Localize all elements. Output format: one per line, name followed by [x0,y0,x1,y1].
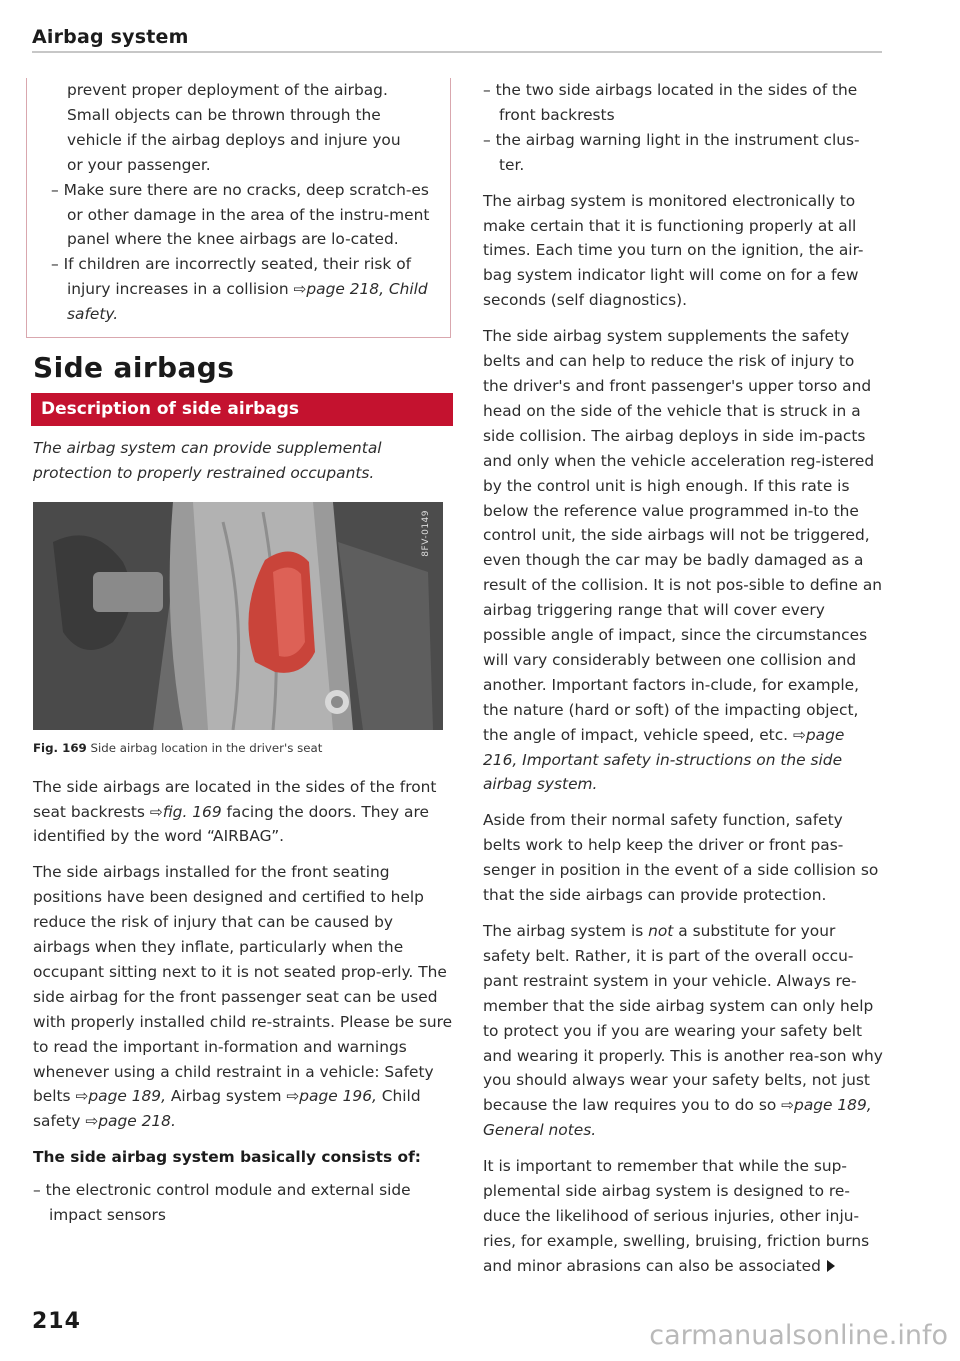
paragraph-not-substitute [483,919,883,1143]
paragraph-injuries [483,1154,883,1279]
figure-label: Fig. 169 [33,740,87,755]
page-header-title: Airbag system [32,26,189,48]
seat-illustration [33,502,443,730]
consists-item: – the airbag warning light in the instrument clus-ter. [483,130,860,174]
page-216-link[interactable]: ⇨page 216, Important safety in-structions on the side airbag system. [483,725,845,794]
text-span: The side airbag system supplements the safety belts and can help to reduce the risk of injury to the driver's and front passenger's upper torso and head on the side of the vehicle that is struck in a side collision. The airbag deploys in side im-pacts and only when the vehicle acceleration reg-istered by the control unit is high enough. If this rate is below the reference value programmed in-to the control unit, the side airbags will not be triggered, even though the car may be badly damaged as a result of the collision. It is not pos-sible to define an airbag triggering range that will cover every possible angle of impact, since the circumstances will vary considerably between one collision and another. Important factors in-clude, for example, the nature (hard or soft) of the impacting object, the angle of impact, vehicle speed, etc. [483,327,883,744]
box-line: vehicle if the airbag deploys and injure you [67,130,401,149]
figure-caption-text: Side airbag location in the driver's seat [86,740,323,755]
box-bullet-children [51,252,440,327]
subsection-title-bar: Description of side airbags [31,393,453,426]
text-span: a substitute for your safety belt. Rather, it is part of the overall occu-pant restraint system in your vehicle. Always re-member that the side airbag system can only help to protect you if you are wearing your safety belt and wearing it properly. This is another rea-son why you should always wear your safety belts, not just because the law requires you to do so [483,922,883,1115]
header-divider [32,51,882,53]
page-189-link[interactable]: ⇨page 189, [75,1087,166,1106]
continue-arrow-icon [827,1260,835,1272]
warning-box-continuation [26,78,451,338]
page-number: 214 [32,1309,81,1334]
emphasis-not: not [648,922,674,940]
consists-item: – the electronic control module and external side impact sensors [33,1181,411,1225]
paragraph-belts-position: Aside from their normal safety function, safety belts work to help keep the driver or front pas-senger in position in the event of a side collision so that the side airbags can provide protection. [483,811,879,905]
box-line: Small objects can be thrown through the [67,105,381,124]
text-span: facing the doors. They are identified by the word “AIRBAG”. [33,802,429,846]
side-airbag-figure [33,502,443,730]
page-196-link[interactable]: ⇨page 196, [286,1087,377,1106]
text-span: The side airbags are located in the sides of the front seat backrests [33,777,437,821]
child-safety-link[interactable]: ⇨page 218, Child safety. [67,280,428,324]
text-span: Airbag system [165,1087,287,1106]
fig-169-link[interactable]: ⇨fig. 169 [149,802,222,821]
text-span: The side airbags installed for the front seating positions have been designed and certified to help reduce the risk of injury that can be caused by airbags when they inflate, particularly when the occupant sitting next to it is not seated prop-erly. The side airbag for the front passenger seat can be used with properly installed child re-straints. Please be sure to read the important in-formation and warnings whenever using a child restraint in a vehicle: Safety belts [33,863,453,1106]
text-span: It is important to remember that while the sup-plemental side airbag system is designed to re-duce the likelihood of serious injuries, other inju-ries, for example, swelling, bruising, friction burns and minor abrasions can also be associated [483,1157,870,1275]
paragraph-monitoring: The airbag system is monitored electronically to make certain that it is functioning properly at all times. Each time you turn on the ignition, the air-bag system indicator light will come on for a few seconds (self diagnostics). [483,191,864,310]
section-title: Side airbags [33,351,235,385]
watermark: carmanualsonline.info [649,1320,948,1351]
figure-code: 8FV-0149 [421,509,432,557]
consists-heading: The side airbag system basically consists of: [33,1148,421,1167]
figure-caption [33,736,453,761]
paragraph-location [33,775,453,850]
text-span: Child safety [33,1087,421,1131]
paragraph-certification [33,860,453,1134]
box-bullet-cracks: – Make sure there are no cracks, deep scratch-es or other damage in the area of the instru-ment panel where the knee airbags are lo-cated. [51,180,430,249]
paragraph-supplements [483,324,883,797]
left-column [33,78,453,1228]
page-189-general-notes-link[interactable]: ⇨page 189, General notes. [483,1096,872,1140]
box-line: prevent proper deployment of the airbag. [67,81,388,99]
right-column [483,78,883,1290]
consists-item: – the two side airbags located in the sides of the front backrests [483,81,858,124]
box-line: or your passenger. [67,155,211,174]
page-218-link[interactable]: ⇨page 218. [85,1112,176,1131]
lead-paragraph: The airbag system can provide supplemental protection to properly restrained occupants. [33,438,382,482]
text-span: The airbag system is [483,922,649,940]
box-bullet-children-text: – If children are incorrectly seated, their risk of injury increases in a collision [51,255,412,299]
